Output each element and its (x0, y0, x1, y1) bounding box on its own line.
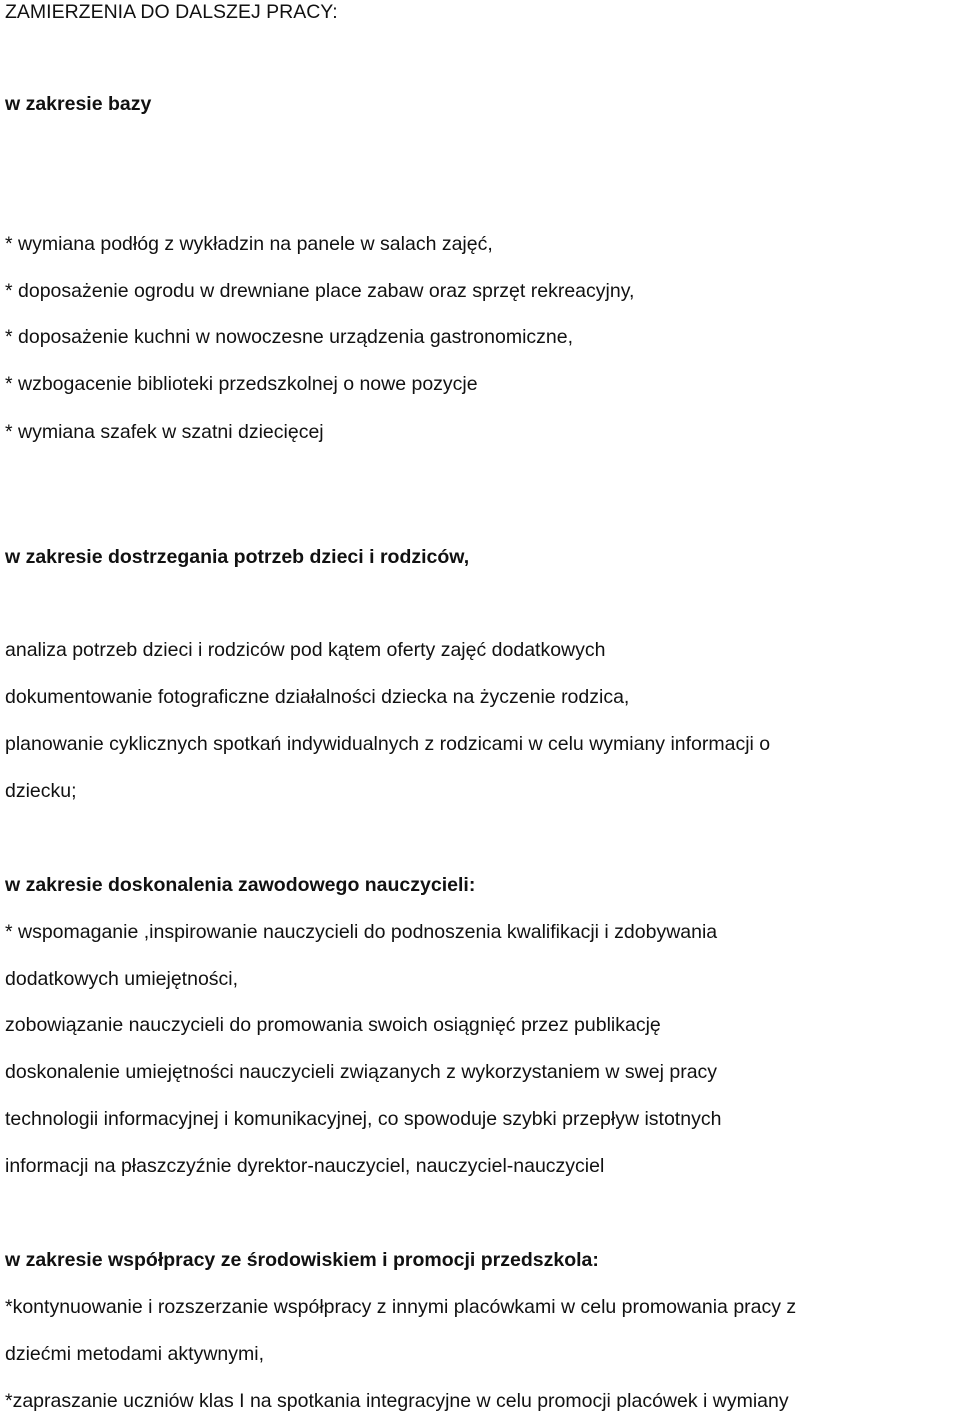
text-line: zobowiązanie nauczycieli do promowania swoich osiągnięć przez publikację (5, 1014, 661, 1036)
text-line: planowanie cyklicznych spotkań indywidualnych z rodzicami w celu wymiany informacji o (5, 733, 771, 755)
list-item: * doposażenie ogrodu w drewniane place zabaw oraz sprzęt rekreacyjny, (5, 280, 635, 302)
section-heading-needs: w zakresie dostrzegania potrzeb dzieci i rodziców, (5, 546, 470, 568)
text-line: dziećmi metodami aktywnymi, (5, 1343, 264, 1365)
text-line: doskonalenie umiejętności nauczycieli związanych z wykorzystaniem w swej pracy (5, 1061, 718, 1083)
section-heading-base: w zakresie bazy (5, 93, 152, 115)
list-item: * wymiana podłóg z wykładzin na panele w salach zajęć, (5, 233, 493, 255)
list-item: * wzbogacenie biblioteki przedszkolnej o nowe pozycje (5, 373, 478, 395)
main-title: ZAMIERZENIA DO DALSZEJ PRACY: (5, 1, 338, 23)
list-item: * doposażenie kuchni w nowoczesne urządzenia gastronomiczne, (5, 326, 574, 348)
text-line: dodatkowych umiejętności, (5, 968, 239, 990)
list-item: * wymiana szafek w szatni dziecięcej (5, 421, 324, 443)
text-line: informacji na płaszczyźnie dyrektor-nauczyciel, nauczyciel-nauczyciel (5, 1155, 605, 1177)
section-heading-cooperation: w zakresie współpracy ze środowiskiem i promocji przedszkola: (5, 1249, 599, 1271)
text-line: dokumentowanie fotograficzne działalności dziecka na życzenie rodzica, (5, 686, 630, 708)
text-line: *kontynuowanie i rozszerzanie współpracy z innymi placówkami w celu promowania pracy z (5, 1296, 797, 1318)
text-line: *zapraszanie uczniów klas I na spotkania integracyjne w celu promocji placówek i wymiany (5, 1390, 789, 1412)
text-line: dziecku; (5, 780, 77, 802)
text-line: analiza potrzeb dzieci i rodziców pod kątem oferty zajęć dodatkowych (5, 639, 606, 661)
text-line: technologii informacyjnej i komunikacyjnej, co spowoduje szybki przepływ istotnych (5, 1108, 722, 1130)
text-line: * wspomaganie ,inspirowanie nauczycieli do podnoszenia kwalifikacji i zdobywania (5, 921, 718, 943)
section-heading-teachers: w zakresie doskonalenia zawodowego nauczycieli: (5, 874, 476, 896)
